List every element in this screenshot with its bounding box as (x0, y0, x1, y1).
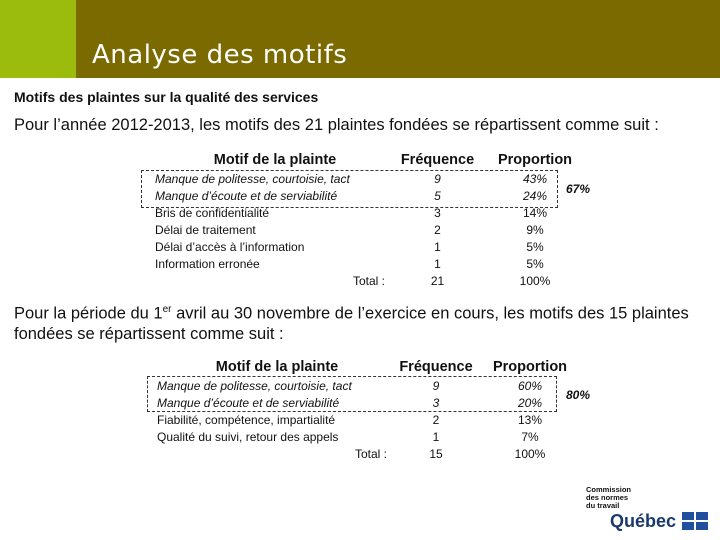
total-frequence: 15 (429, 446, 443, 461)
motif-cell: Manque d’écoute et de serviabilité (157, 395, 340, 410)
commission-logo (586, 486, 711, 532)
proportion-cell: 43% (522, 171, 548, 186)
logo-line-1: Commission (586, 485, 632, 494)
logo-line-2: des normes (586, 493, 629, 502)
intro2-superscript: er (162, 304, 172, 315)
proportion-cell: 13% (517, 412, 543, 427)
table-row (157, 428, 585, 445)
quebec-wordmark: Québec (610, 511, 677, 531)
header-motif: Motif de la plainte (215, 359, 339, 375)
motif-cell: Bris de confidentialité (155, 205, 270, 220)
header-proportion: Proportion (497, 152, 573, 168)
frequence-cell: 1 (434, 256, 441, 271)
proportion-cell: 5% (526, 239, 544, 254)
motif-cell: Délai de traitement (155, 222, 256, 237)
highlight-box-1 (141, 170, 558, 208)
total-proportion: 100% (514, 446, 546, 461)
proportion-cell: 5% (526, 256, 544, 271)
frequence-cell: 5 (434, 188, 441, 203)
total-row (157, 445, 585, 462)
motif-cell: Manque de politesse, courtoisie, tact (157, 378, 352, 393)
logo-line-3: du travail (586, 501, 620, 510)
table-row (157, 411, 585, 428)
frequence-cell: 2 (434, 222, 441, 237)
highlight-box-2 (147, 376, 557, 412)
highlight-percent-2: 80% (566, 388, 591, 402)
intro-paragraph-1: Pour l’année 2012-2013, les motifs des 21 plaintes fondées se répartissent comme suit : (14, 116, 659, 134)
intro2-text: avril au 30 novembre de l’exercice en cours, les motifs des 15 plaintes fondées se répartissent comme suit : (14, 304, 689, 343)
proportion-cell: 20% (517, 395, 543, 410)
proportion-cell: 9% (526, 222, 544, 237)
table-row (155, 255, 590, 272)
frequence-cell: 9 (434, 171, 441, 186)
motif-cell: Manque de politesse, courtoisie, tact (155, 171, 350, 186)
header-frequence: Fréquence (400, 152, 475, 168)
intro2-text: Pour la période du 1 (14, 304, 163, 323)
frequence-cell: 1 (434, 239, 441, 254)
header-frequence: Fréquence (399, 359, 473, 375)
total-row (155, 272, 590, 289)
proportion-cell: 24% (522, 188, 548, 203)
proportion-cell: 7% (521, 429, 539, 444)
proportion-cell: 14% (522, 205, 548, 220)
total-label: Total : (352, 273, 385, 288)
motif-cell: Délai d’accès à l’information (155, 239, 305, 254)
motif-cell: Qualité du suivi, retour des appels (157, 429, 339, 444)
table-row (155, 238, 590, 255)
highlight-percent-1: 67% (566, 182, 591, 196)
frequence-cell: 1 (432, 429, 440, 444)
section-heading: Motifs des plaintes sur la qualité des services (14, 89, 319, 105)
header-motif: Motif de la plainte (213, 152, 337, 168)
accent-block (0, 0, 76, 78)
quebec-flag-icon (682, 512, 708, 530)
total-label: Total : (354, 446, 387, 461)
intro-paragraph-2 (14, 300, 714, 344)
frequence-cell: 2 (432, 412, 440, 427)
total-proportion: 100% (519, 273, 551, 288)
motif-cell: Manque d’écoute et de serviabilité (155, 188, 338, 203)
motif-cell: Information erronée (155, 256, 260, 271)
total-frequence: 21 (430, 273, 445, 288)
table-header-row (155, 150, 590, 170)
table-row (155, 221, 590, 238)
page-title: Analyse des motifs (92, 40, 348, 70)
table-header-row (157, 357, 585, 377)
header-proportion: Proportion (492, 359, 568, 375)
frequence-cell: 3 (434, 205, 441, 220)
frequence-cell: 3 (432, 395, 440, 410)
proportion-cell: 60% (517, 378, 543, 393)
motif-cell: Fiabilité, compétence, impartialité (157, 412, 336, 427)
frequence-cell: 9 (432, 378, 440, 393)
